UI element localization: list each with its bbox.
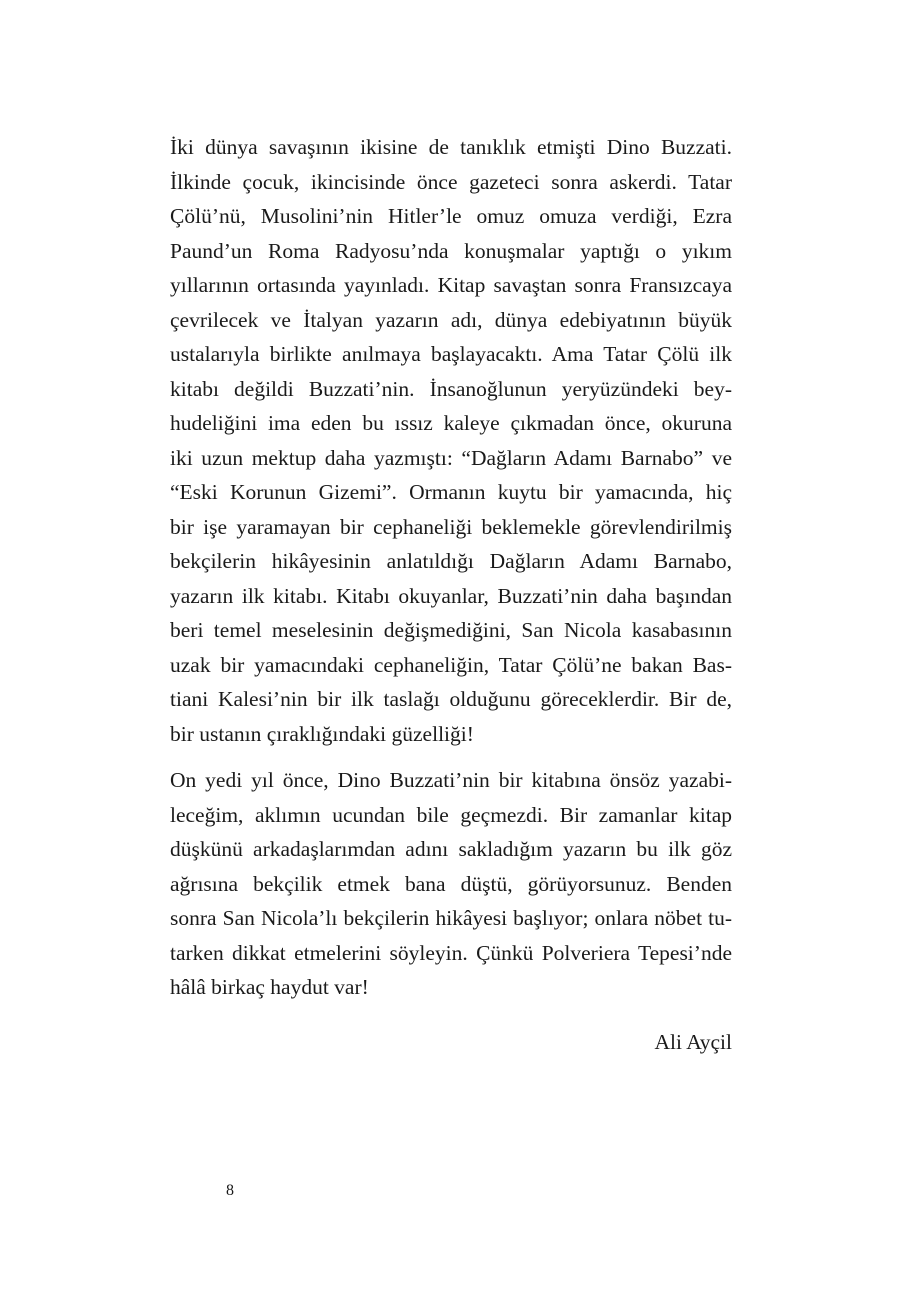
text-line: kitabı değildi Buzzati’nin. İnsanoğlunun yeryüzündeki bey-: [170, 376, 732, 401]
text-line: yazarın ilk kitabı. Kitabı okuyanlar, Buzzati’nin daha başından: [170, 583, 732, 608]
text-line: sonra San Nicola’lı bekçilerin hikâyesi başlıyor; onlara nöbet tu-: [170, 906, 732, 930]
text-line: hudeliğini ima eden bu ıssız kaleye çıkmadan önce, okuruna: [170, 411, 732, 435]
paragraph-1: [170, 130, 732, 751]
body-text: [170, 130, 732, 1005]
text-line: ustalarıyla birlikte anılmaya başlayacaktı. Ama Tatar Çölü ilk: [170, 342, 732, 366]
page-number: 8: [226, 1182, 234, 1199]
text-line: Çölü’nü, Musolini’nin Hitler’le omuz omuza verdiği, Ezra: [170, 204, 732, 228]
text-line: İlkinde çocuk, ikincisinde önce gazeteci sonra askerdi. Tatar: [170, 169, 732, 194]
text-line: bir işe yaramayan bir cephaneliği beklemekle görevlendirilmiş: [170, 514, 732, 539]
text-line: leceğim, aklımın ucundan bile geçmezdi. Bir zamanlar kitap: [170, 802, 732, 827]
text-line: Paund’un Roma Radyosu’nda konuşmalar yaptığı o yıkım: [170, 238, 732, 263]
paragraph-2: [170, 763, 732, 1005]
text-line: uzak bir yamacındaki cephaneliğin, Tatar Çölü’ne bakan Bas-: [170, 652, 732, 677]
text-line: düşkünü arkadaşlarımdan adını sakladığım yazarın bu ilk göz: [170, 837, 732, 861]
text-line: bekçilerin hikâyesinin anlatıldığı Dağların Adamı Barnabo,: [170, 549, 732, 573]
text-line: ağrısına bekçilik etmek bana düştü, görüyorsunuz. Benden: [170, 871, 732, 896]
text-line: “Eski Korunun Gizemi”. Ormanın kuytu bir yamacında, hiç: [170, 480, 732, 504]
text-line: On yedi yıl önce, Dino Buzzati’nin bir kitabına önsöz yazabi-: [170, 768, 732, 792]
text-line: çevrilecek ve İtalyan yazarın adı, dünya edebiyatının büyük: [170, 307, 732, 332]
text-line: tiani Kalesi’nin bir ilk taslağı olduğunu göreceklerdir. Bir de,: [170, 687, 732, 711]
text-line: tarken dikkat etmelerini söyleyin. Çünkü Polveriera Tepesi’nde: [170, 940, 732, 965]
author-signature: Ali Ayçil: [654, 1030, 732, 1054]
text-line: İki dünya savaşının ikisine de tanıklık etmişti Dino Buzzati.: [170, 135, 732, 159]
text-line: beri temel meselesinin değişmediğini, San Nicola kasabasının: [170, 618, 732, 642]
text-line: hâlâ birkaç haydut var!: [170, 975, 369, 999]
text-line: yıllarının ortasında yayınladı. Kitap savaştan sonra Fransızcaya: [170, 273, 732, 297]
text-line: iki uzun mektup daha yazmıştı: “Dağların Adamı Barnabo” ve: [170, 445, 732, 470]
paragraph-gap: [170, 751, 732, 763]
text-line: bir ustanın çıraklığındaki güzelliği!: [170, 721, 474, 746]
